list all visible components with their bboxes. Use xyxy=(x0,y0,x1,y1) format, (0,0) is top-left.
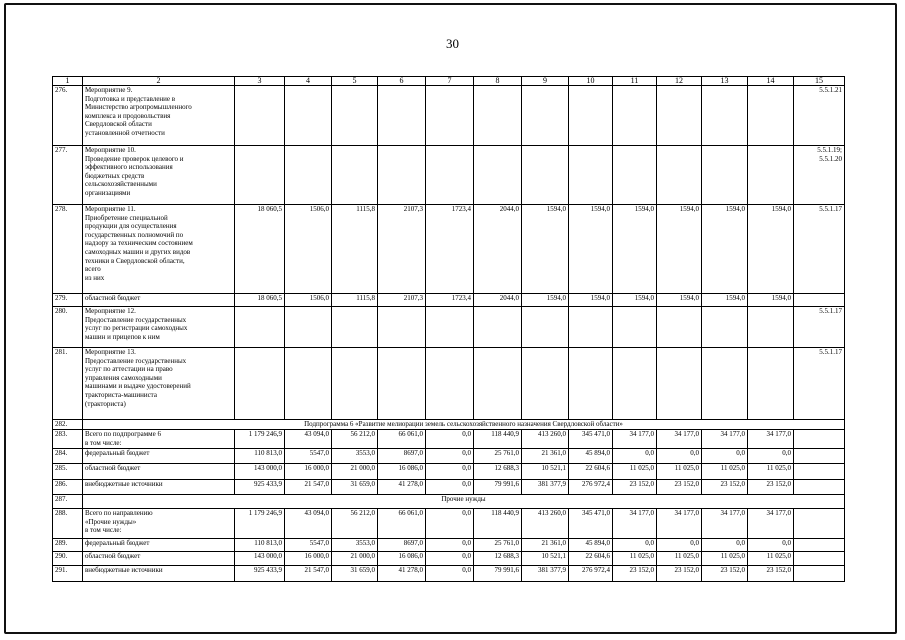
value-cell: 23 152,0 xyxy=(657,566,702,582)
value-cell xyxy=(657,86,702,146)
column-header: 10 xyxy=(569,77,613,86)
column-header: 2 xyxy=(83,77,235,86)
row-name-line: машинами и выдаче удостоверений xyxy=(85,382,191,391)
value-cell: 10 521,1 xyxy=(522,464,569,480)
value-cell: 1 179 246,9 xyxy=(235,509,285,539)
column-header: 13 xyxy=(702,77,748,86)
row-name-line: Приобретение специальной xyxy=(85,213,168,222)
target-code-line: 5.5.1.17 xyxy=(819,307,842,315)
table-row xyxy=(53,464,845,480)
row-number: 277. xyxy=(53,146,83,205)
value-cell: 11 025,0 xyxy=(702,552,748,566)
column-header: 1 xyxy=(53,77,83,86)
value-cell: 1723,4 xyxy=(426,294,474,307)
row-name-line: Всего по подпрограмме 6 xyxy=(85,430,161,438)
value-cell: 0,0 xyxy=(426,449,474,464)
value-cell: 25 761,0 xyxy=(474,449,522,464)
value-cell: 23 152,0 xyxy=(702,566,748,582)
value-cell: 1594,0 xyxy=(613,205,657,294)
row-name-line: внебюджетные источники xyxy=(85,480,163,488)
row-name-line: самоходных машин и других видов xyxy=(85,247,191,256)
value-cell xyxy=(702,146,748,205)
row-name xyxy=(83,464,235,480)
value-cell xyxy=(522,146,569,205)
value-cell: 66 061,0 xyxy=(378,430,426,449)
value-cell: 413 260,0 xyxy=(522,430,569,449)
value-cell: 0,0 xyxy=(613,539,657,552)
table-row xyxy=(53,430,845,449)
value-cell: 0,0 xyxy=(426,539,474,552)
column-header: 11 xyxy=(613,77,657,86)
column-header: 15 xyxy=(794,77,845,86)
value-cell xyxy=(702,348,748,420)
value-cell: 56 212,0 xyxy=(332,430,378,449)
program-table xyxy=(52,76,845,582)
row-number: 286. xyxy=(53,480,83,495)
table-row xyxy=(53,348,845,420)
value-cell: 23 152,0 xyxy=(702,480,748,495)
value-cell: 23 152,0 xyxy=(748,480,794,495)
section-title: Подпрограмма 6 «Развитие мелиорации земель сельскохозяйственного назначения Свердловской области» xyxy=(83,420,845,430)
value-cell xyxy=(285,146,332,205)
row-name-line: сельскохозяйственными xyxy=(85,180,157,189)
value-cell: 381 377,9 xyxy=(522,566,569,582)
row-name xyxy=(83,294,235,307)
value-cell: 16 086,0 xyxy=(378,552,426,566)
value-cell: 79 991,6 xyxy=(474,566,522,582)
row-number: 279. xyxy=(53,294,83,307)
row-name-line: Свердловской области xyxy=(85,120,152,129)
row-name-line: установленной отчетности xyxy=(85,128,165,137)
value-cell xyxy=(474,307,522,348)
row-name-line: Предоставление государственных xyxy=(85,356,187,365)
target-code xyxy=(794,509,845,539)
value-cell xyxy=(235,146,285,205)
value-cell: 276 972,4 xyxy=(569,566,613,582)
row-name xyxy=(83,480,235,495)
value-cell: 118 440,9 xyxy=(474,509,522,539)
value-cell xyxy=(569,307,613,348)
row-name-line: Мероприятие 13. xyxy=(85,348,136,356)
row-name xyxy=(83,509,235,539)
value-cell: 23 152,0 xyxy=(613,566,657,582)
value-cell: 21 547,0 xyxy=(285,566,332,582)
value-cell: 413 260,0 xyxy=(522,509,569,539)
value-cell: 34 177,0 xyxy=(613,430,657,449)
value-cell: 11 025,0 xyxy=(657,552,702,566)
value-cell xyxy=(522,86,569,146)
value-cell: 22 604,6 xyxy=(569,552,613,566)
value-cell: 22 604,6 xyxy=(569,464,613,480)
value-cell: 118 440,9 xyxy=(474,430,522,449)
section-row xyxy=(53,495,845,509)
value-cell: 1594,0 xyxy=(522,294,569,307)
table-row xyxy=(53,566,845,582)
value-cell: 1594,0 xyxy=(657,294,702,307)
value-cell: 31 659,0 xyxy=(332,566,378,582)
value-cell xyxy=(426,348,474,420)
value-cell: 18 060,5 xyxy=(235,205,285,294)
value-cell: 0,0 xyxy=(657,539,702,552)
column-header: 12 xyxy=(657,77,702,86)
row-name xyxy=(83,205,235,294)
table-row xyxy=(53,307,845,348)
value-cell: 0,0 xyxy=(657,449,702,464)
target-code xyxy=(794,307,845,348)
value-cell: 1594,0 xyxy=(748,294,794,307)
value-cell: 34 177,0 xyxy=(748,430,794,449)
value-cell xyxy=(378,348,426,420)
row-number: 283. xyxy=(53,430,83,449)
value-cell: 0,0 xyxy=(426,552,474,566)
target-code-line: 5.5.1.21 xyxy=(819,86,842,94)
column-header: 9 xyxy=(522,77,569,86)
row-name-line: всего xyxy=(85,265,101,274)
value-cell: 16 086,0 xyxy=(378,464,426,480)
value-cell xyxy=(378,86,426,146)
value-cell: 1594,0 xyxy=(522,205,569,294)
value-cell: 0,0 xyxy=(702,539,748,552)
row-name-line: эффективного использования xyxy=(85,163,173,172)
row-name-line: Мероприятие 11. xyxy=(85,205,136,213)
value-cell: 45 894,0 xyxy=(569,449,613,464)
value-cell xyxy=(613,146,657,205)
target-code xyxy=(794,566,845,582)
row-name-line: Мероприятие 10. xyxy=(85,146,136,154)
value-cell xyxy=(285,86,332,146)
row-name-line: из них xyxy=(85,273,105,282)
value-cell: 16 000,0 xyxy=(285,552,332,566)
value-cell: 23 152,0 xyxy=(657,480,702,495)
value-cell xyxy=(426,86,474,146)
value-cell: 21 361,0 xyxy=(522,449,569,464)
row-name-line: федеральный бюджет xyxy=(85,449,150,457)
value-cell xyxy=(426,307,474,348)
value-cell: 925 433,9 xyxy=(235,480,285,495)
value-cell: 43 094,0 xyxy=(285,430,332,449)
value-cell: 11 025,0 xyxy=(702,464,748,480)
value-cell: 23 152,0 xyxy=(748,566,794,582)
target-code xyxy=(794,552,845,566)
value-cell xyxy=(285,348,332,420)
row-number: 280. xyxy=(53,307,83,348)
row-number: 290. xyxy=(53,552,83,566)
row-name-line: внебюджетные источники xyxy=(85,566,163,574)
value-cell: 8697,0 xyxy=(378,539,426,552)
row-name-line: комплекса и продовольствия xyxy=(85,111,171,120)
target-code xyxy=(794,86,845,146)
value-cell: 110 813,0 xyxy=(235,539,285,552)
value-cell: 1723,4 xyxy=(426,205,474,294)
column-header: 8 xyxy=(474,77,522,86)
row-name-line: тракториста-машиниста xyxy=(85,390,157,399)
value-cell: 34 177,0 xyxy=(657,430,702,449)
value-cell: 34 177,0 xyxy=(702,509,748,539)
value-cell: 5547,0 xyxy=(285,449,332,464)
value-cell: 11 025,0 xyxy=(657,464,702,480)
table-row xyxy=(53,294,845,307)
value-cell: 0,0 xyxy=(426,430,474,449)
value-cell: 0,0 xyxy=(613,449,657,464)
value-cell xyxy=(613,307,657,348)
value-cell xyxy=(235,307,285,348)
value-cell: 0,0 xyxy=(426,480,474,495)
column-header: 7 xyxy=(426,77,474,86)
value-cell xyxy=(522,348,569,420)
row-name-line: Мероприятие 12. xyxy=(85,307,136,315)
value-cell: 31 659,0 xyxy=(332,480,378,495)
row-number: 289. xyxy=(53,539,83,552)
value-cell xyxy=(285,307,332,348)
value-cell: 1594,0 xyxy=(569,294,613,307)
value-cell: 276 972,4 xyxy=(569,480,613,495)
target-code xyxy=(794,348,845,420)
value-cell: 34 177,0 xyxy=(613,509,657,539)
row-name-line: техники в Свердловской области, xyxy=(85,256,185,265)
value-cell: 11 025,0 xyxy=(613,464,657,480)
column-header: 14 xyxy=(748,77,794,86)
value-cell: 12 688,3 xyxy=(474,552,522,566)
value-cell: 1594,0 xyxy=(657,205,702,294)
value-cell: 34 177,0 xyxy=(702,430,748,449)
value-cell: 345 471,0 xyxy=(569,509,613,539)
value-cell xyxy=(657,307,702,348)
row-name-line: Проведение проверок целевого и xyxy=(85,154,184,163)
value-cell xyxy=(332,146,378,205)
target-code-line: 5.5.1.20 xyxy=(819,154,842,163)
row-name xyxy=(83,566,235,582)
value-cell: 66 061,0 xyxy=(378,509,426,539)
row-name xyxy=(83,430,235,449)
row-name-line: бюджетных средств xyxy=(85,171,145,180)
value-cell xyxy=(235,86,285,146)
row-name xyxy=(83,348,235,420)
value-cell: 925 433,9 xyxy=(235,566,285,582)
value-cell: 0,0 xyxy=(426,464,474,480)
value-cell xyxy=(748,348,794,420)
row-name xyxy=(83,539,235,552)
value-cell xyxy=(332,348,378,420)
value-cell: 21 000,0 xyxy=(332,464,378,480)
value-cell: 8697,0 xyxy=(378,449,426,464)
row-name-line: областной бюджет xyxy=(85,294,141,302)
table-row xyxy=(53,146,845,205)
value-cell: 41 278,0 xyxy=(378,566,426,582)
row-name-line: машин и прицепов к ним xyxy=(85,332,160,341)
table-row xyxy=(53,86,845,146)
column-header: 4 xyxy=(285,77,332,86)
target-code xyxy=(794,480,845,495)
value-cell: 1506,0 xyxy=(285,294,332,307)
value-cell: 381 377,9 xyxy=(522,480,569,495)
table-row xyxy=(53,449,845,464)
value-cell: 110 813,0 xyxy=(235,449,285,464)
value-cell: 1115,8 xyxy=(332,205,378,294)
value-cell: 1594,0 xyxy=(702,294,748,307)
row-name-line: услуг по аттестации на право xyxy=(85,365,173,374)
table-row xyxy=(53,552,845,566)
table-row xyxy=(53,509,845,539)
row-name-line: областной бюджет xyxy=(85,464,141,472)
value-cell: 0,0 xyxy=(426,509,474,539)
row-name-line: управления самоходными xyxy=(85,373,162,382)
value-cell: 34 177,0 xyxy=(748,509,794,539)
target-code-line: 5.5.1.19; xyxy=(817,146,842,154)
value-cell xyxy=(569,146,613,205)
value-cell: 5547,0 xyxy=(285,539,332,552)
row-name xyxy=(83,307,235,348)
table-row xyxy=(53,539,845,552)
page-number: 30 xyxy=(446,36,459,51)
value-cell: 11 025,0 xyxy=(613,552,657,566)
value-cell: 25 761,0 xyxy=(474,539,522,552)
row-number: 284. xyxy=(53,449,83,464)
row-name-line: государственных полномочий по xyxy=(85,230,184,239)
target-code xyxy=(794,464,845,480)
value-cell: 0,0 xyxy=(702,449,748,464)
row-number: 285. xyxy=(53,464,83,480)
value-cell: 2044,0 xyxy=(474,294,522,307)
row-name-line: федеральный бюджет xyxy=(85,539,150,547)
column-header: 3 xyxy=(235,77,285,86)
value-cell xyxy=(613,86,657,146)
table-row xyxy=(53,480,845,495)
value-cell xyxy=(748,146,794,205)
value-cell: 45 894,0 xyxy=(569,539,613,552)
value-cell xyxy=(332,307,378,348)
value-cell: 1115,8 xyxy=(332,294,378,307)
value-cell xyxy=(378,307,426,348)
value-cell xyxy=(657,348,702,420)
value-cell: 16 000,0 xyxy=(285,464,332,480)
value-cell xyxy=(569,348,613,420)
value-cell xyxy=(332,86,378,146)
row-name xyxy=(83,552,235,566)
target-code-line: 5.5.1.17 xyxy=(819,348,842,356)
row-name-line: организациями xyxy=(85,188,131,197)
value-cell: 11 025,0 xyxy=(748,552,794,566)
value-cell xyxy=(474,348,522,420)
value-cell: 3553,0 xyxy=(332,539,378,552)
value-cell: 12 688,3 xyxy=(474,464,522,480)
row-name xyxy=(83,146,235,205)
value-cell: 21 000,0 xyxy=(332,552,378,566)
value-cell: 3553,0 xyxy=(332,449,378,464)
value-cell: 43 094,0 xyxy=(285,509,332,539)
value-cell: 41 278,0 xyxy=(378,480,426,495)
section-title: Прочие нужды xyxy=(83,495,845,509)
value-cell: 18 060,5 xyxy=(235,294,285,307)
target-code xyxy=(794,146,845,205)
value-cell xyxy=(702,86,748,146)
value-cell: 34 177,0 xyxy=(657,509,702,539)
target-code xyxy=(794,294,845,307)
value-cell xyxy=(748,307,794,348)
value-cell xyxy=(474,86,522,146)
value-cell: 143 000,0 xyxy=(235,552,285,566)
row-number: 287. xyxy=(53,495,83,509)
row-name-line: (тракториста) xyxy=(85,399,126,408)
row-name xyxy=(83,449,235,464)
row-number: 291. xyxy=(53,566,83,582)
value-cell xyxy=(235,348,285,420)
row-name-line: надзору за техническим состоянием xyxy=(85,239,193,248)
target-code xyxy=(794,539,845,552)
value-cell: 23 152,0 xyxy=(613,480,657,495)
target-code xyxy=(794,430,845,449)
row-name xyxy=(83,86,235,146)
row-name-line: Подготовка и представление в xyxy=(85,94,176,103)
value-cell xyxy=(748,86,794,146)
target-code xyxy=(794,449,845,464)
row-number: 278. xyxy=(53,205,83,294)
value-cell xyxy=(378,146,426,205)
target-code xyxy=(794,205,845,294)
value-cell: 0,0 xyxy=(748,539,794,552)
value-cell xyxy=(702,307,748,348)
row-name-line: Всего по направлению xyxy=(85,509,153,517)
row-number: 288. xyxy=(53,509,83,539)
section-row xyxy=(53,420,845,430)
value-cell xyxy=(613,348,657,420)
value-cell: 1594,0 xyxy=(569,205,613,294)
value-cell: 2107,3 xyxy=(378,294,426,307)
value-cell: 11 025,0 xyxy=(748,464,794,480)
target-code-line: 5.5.1.17 xyxy=(819,205,842,213)
value-cell: 2044,0 xyxy=(474,205,522,294)
value-cell: 0,0 xyxy=(748,449,794,464)
row-name-line: «Прочие нужды» xyxy=(85,517,137,526)
value-cell: 10 521,1 xyxy=(522,552,569,566)
value-cell: 1594,0 xyxy=(613,294,657,307)
row-name-line: услуг по регистрации самоходных xyxy=(85,324,188,333)
value-cell: 56 212,0 xyxy=(332,509,378,539)
table-row xyxy=(53,205,845,294)
value-cell xyxy=(522,307,569,348)
column-header: 6 xyxy=(378,77,426,86)
row-name-line: Министерство агропромышленного xyxy=(85,103,192,112)
row-name-line: Мероприятие 9. xyxy=(85,86,133,94)
value-cell: 2107,3 xyxy=(378,205,426,294)
row-number: 282. xyxy=(53,420,83,430)
row-number: 276. xyxy=(53,86,83,146)
value-cell: 1506,0 xyxy=(285,205,332,294)
row-name-line: в том числе: xyxy=(85,526,122,535)
value-cell: 0,0 xyxy=(426,566,474,582)
row-name-line: Предоставление государственных xyxy=(85,315,187,324)
row-name-line: продукции для осуществления xyxy=(85,222,177,231)
value-cell xyxy=(474,146,522,205)
row-number: 281. xyxy=(53,348,83,420)
value-cell: 143 000,0 xyxy=(235,464,285,480)
value-cell: 21 361,0 xyxy=(522,539,569,552)
row-name-line: областной бюджет xyxy=(85,552,141,560)
value-cell: 345 471,0 xyxy=(569,430,613,449)
value-cell: 1594,0 xyxy=(748,205,794,294)
value-cell xyxy=(657,146,702,205)
value-cell: 1594,0 xyxy=(702,205,748,294)
value-cell: 79 991,6 xyxy=(474,480,522,495)
value-cell xyxy=(426,146,474,205)
value-cell: 21 547,0 xyxy=(285,480,332,495)
column-header: 5 xyxy=(332,77,378,86)
value-cell: 1 179 246,9 xyxy=(235,430,285,449)
value-cell xyxy=(569,86,613,146)
row-name-line: в том числе: xyxy=(85,438,122,447)
header-row xyxy=(53,77,845,86)
